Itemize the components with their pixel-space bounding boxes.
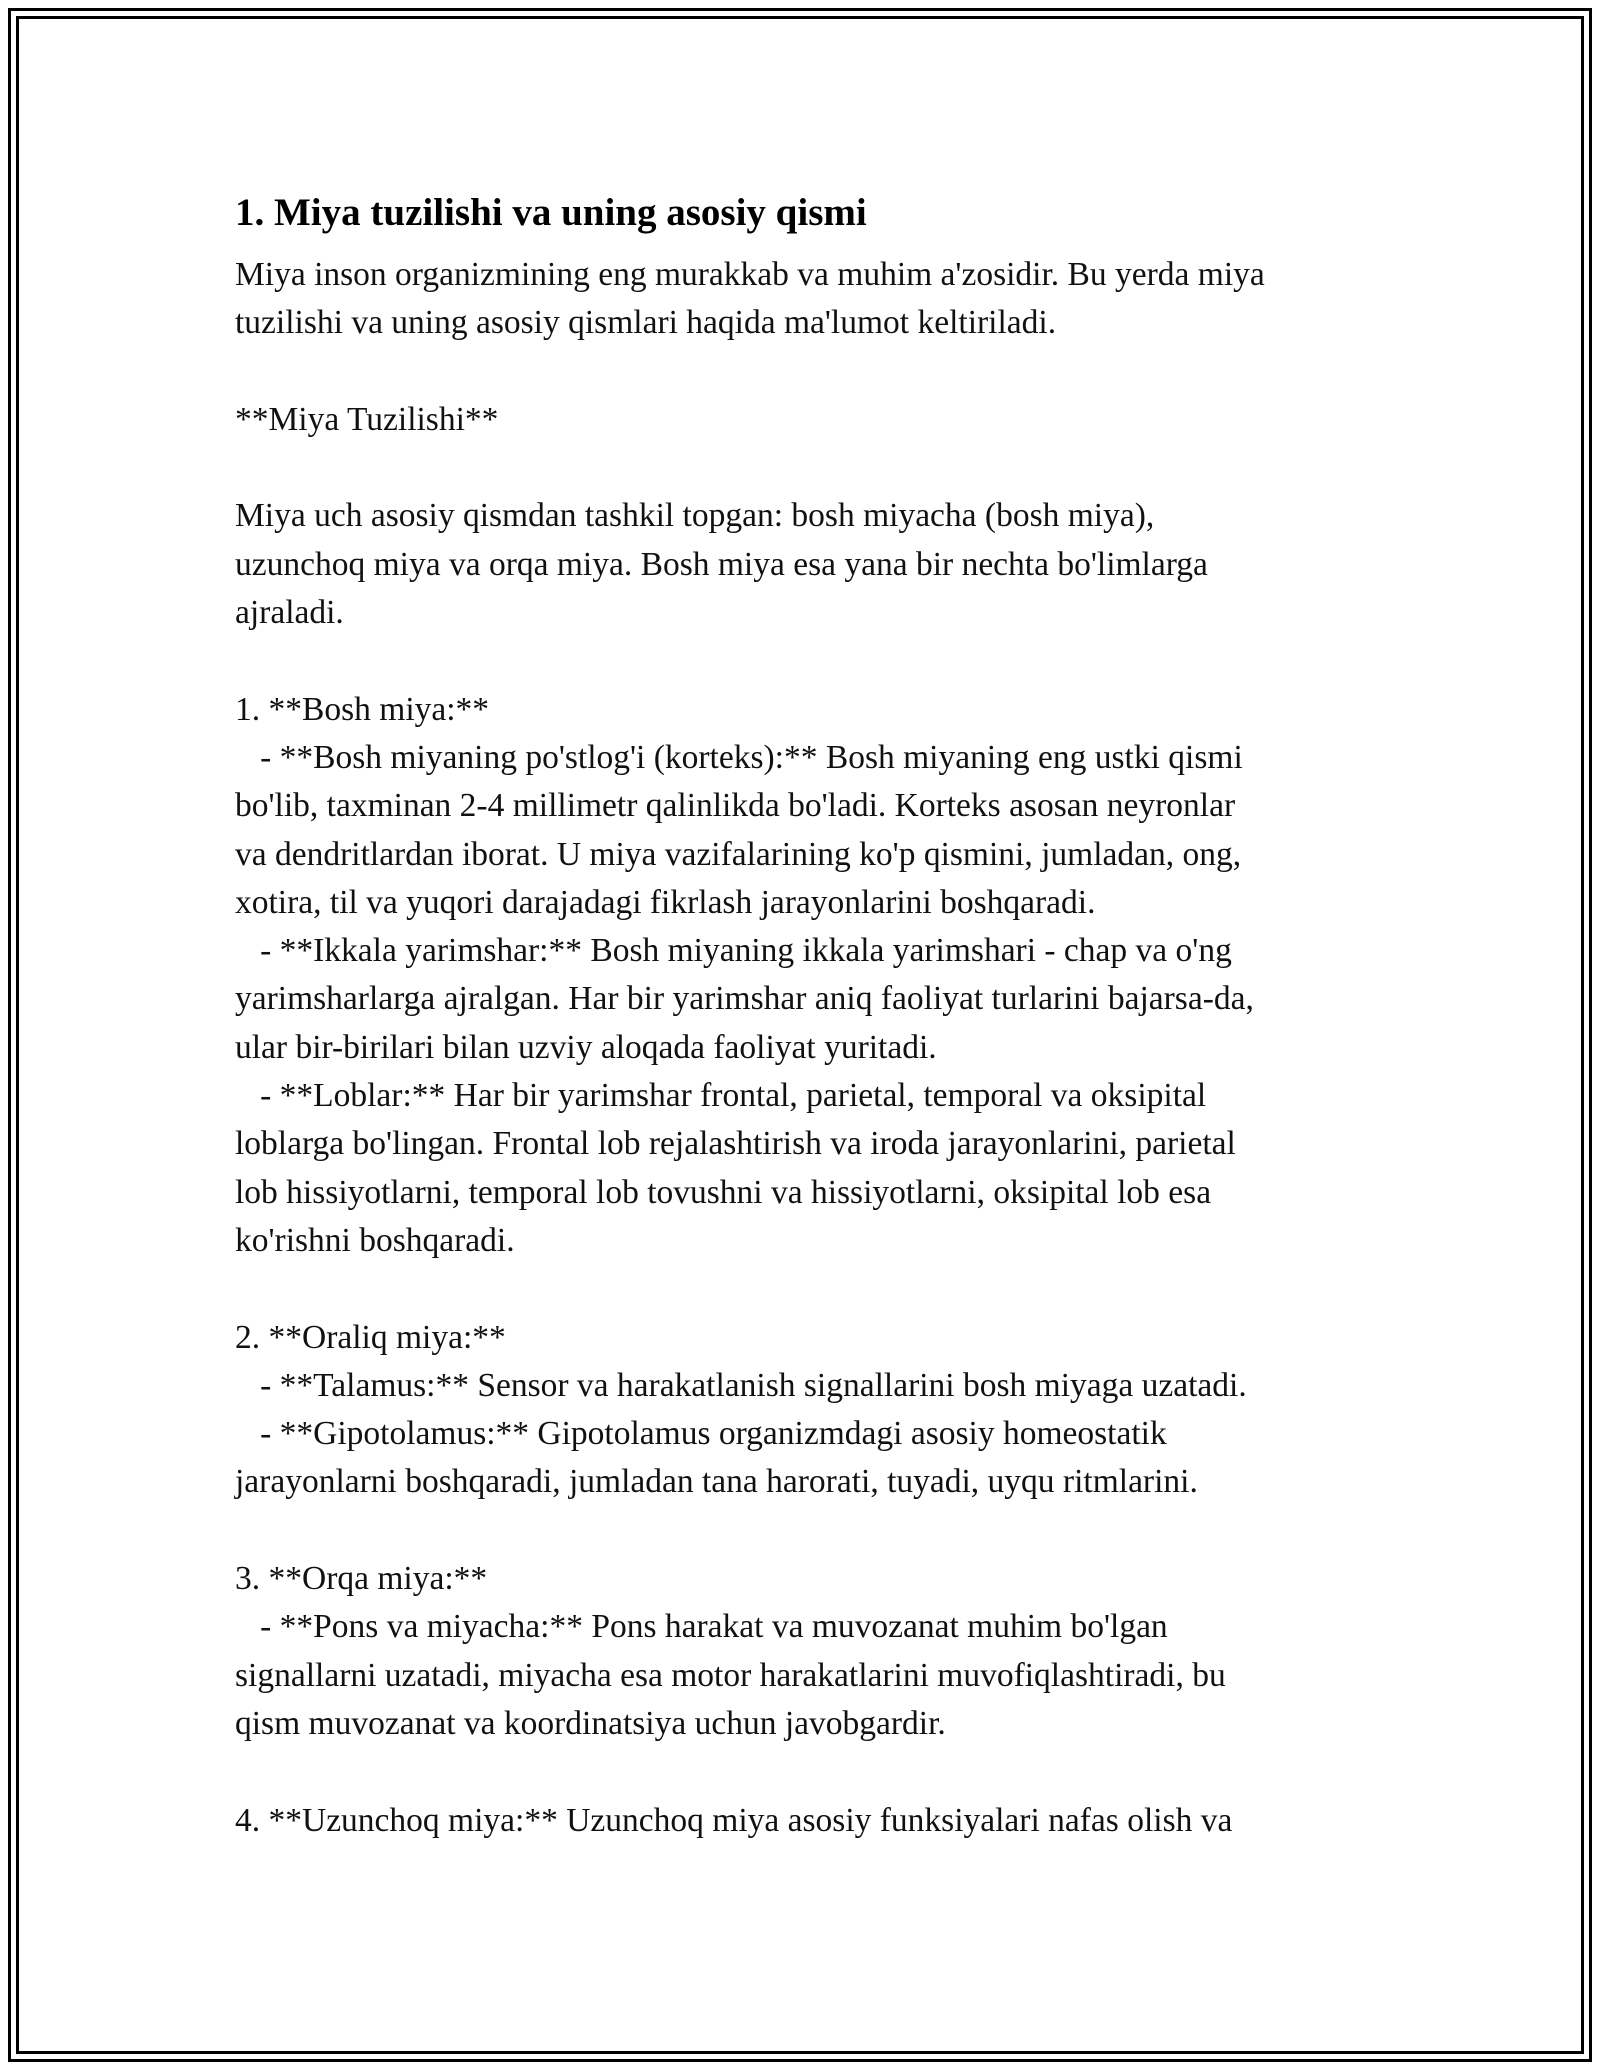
- document-title: 1. Miya tuzilishi va uning asosiy qismi: [235, 191, 867, 234]
- document-content: [235, 185, 1365, 1845]
- document-body: Miya inson organizmining eng murakkab va muhim a'zosidir. Bu yerda miya tuzilishi va uning asosiy qismlari haqida ma'lumot keltiriladi. **Miya Tuzilishi** Miya uch asosiy qismdan tashkil topgan: bosh miyacha (bosh miya), uzunchoq miya va orqa miya. Bosh miya esa yana bir nechta bo'limlarga ajraladi. 1. **Bosh miya:** - **Bosh miyaning po'stlog'i (korteks):** Bosh miyaning eng ustki qismi bo'lib, taxminan 2-4 millimetr qalinlikda bo'ladi. Korteks asosan neyronlar va dendritlardan iborat. U miya vazifalarining ko'p qismini, jumladan, ong, xotira, til va yuqori darajadagi fikrlash jarayonlarini boshqaradi. - **Ikkala yarimshar:** Bosh miyaning ikkala yarimshari - chap va o'ng yarimsharlarga ajralgan. Har bir yarimshar aniq faoliyat turlarini bajarsa-da, ular bir-birilari bilan uzviy aloqada faoliyat yuritadi. - **Loblar:** Har bir yarimshar frontal, parietal, temporal va oksipital loblarga bo'lingan. Frontal lob rejalashtirish va iroda jarayonlarini, parietal lob hissiyotlarni, temporal lob tovushni va hissiyotlarni, oksipital lob esa ko'rishni boshqaradi. 2. **Oraliq miya:** - **Talamus:** Sensor va harakatlanish signallarini bosh miyaga uzatadi. - **Gipotolamus:** Gipotolamus organizmdagi asosiy homeostatik jarayonlarni boshqaradi, jumladan tana harorati, tuyadi, uyqu ritmlarini. 3. **Orqa miya:** - **Pons va miyacha:** Pons harakat va muvozanat muhim bo'lgan signallarni uzatadi, miyacha esa motor harakatlarini muvofiqlashtiradi, bu qism muvozanat va koordinatsiya uchun javobgardir. 4. **Uzunchoq miya:** Uzunchoq miya asosiy funksiyalari nafas olish va: [235, 256, 1265, 1839]
